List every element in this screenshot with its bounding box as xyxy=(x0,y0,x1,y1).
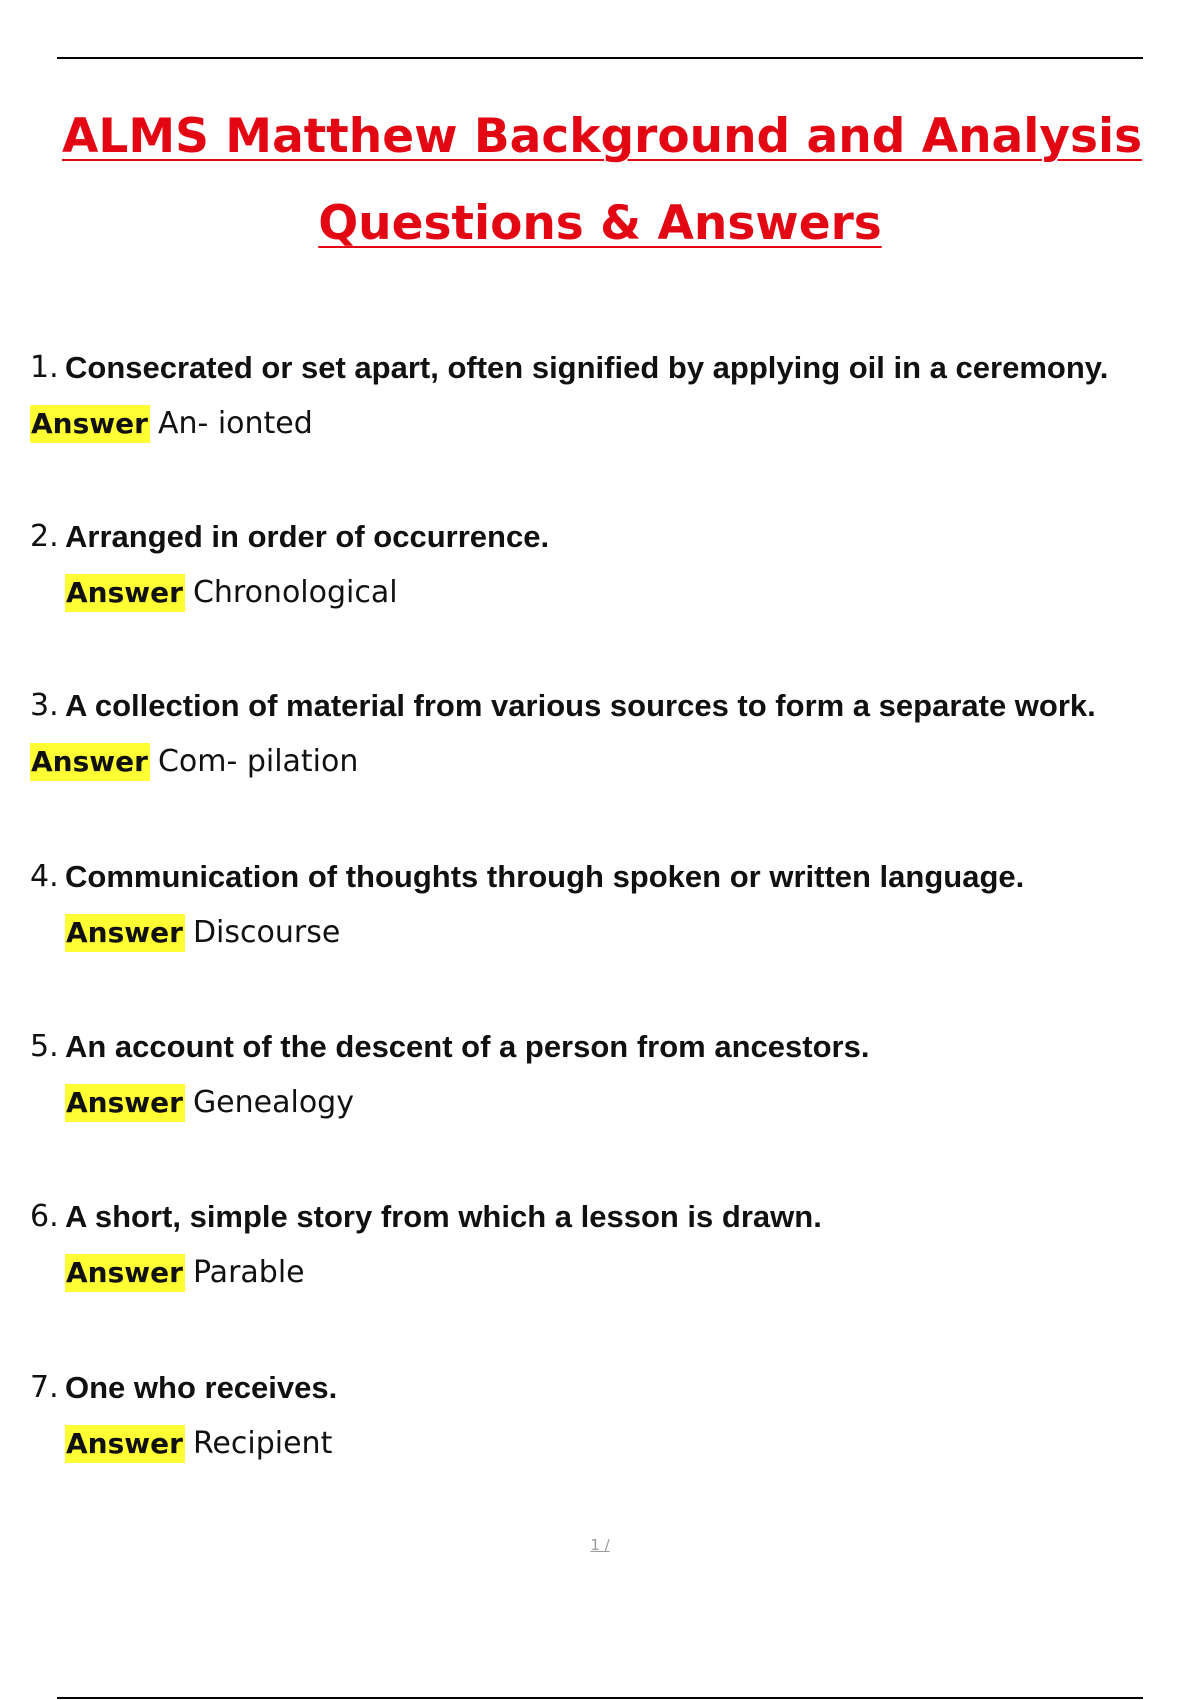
answer-label: Answer xyxy=(65,1084,185,1122)
answer-row xyxy=(30,1424,1180,1464)
question-number: 3. xyxy=(30,688,59,723)
answer-row xyxy=(30,742,1180,782)
document-title-line-1: ALMS Matthew Background and Analysis xyxy=(62,109,1143,164)
qa-item-6 xyxy=(30,1197,1180,1293)
answer-label: Answer xyxy=(65,574,185,612)
question-number: 5. xyxy=(30,1029,59,1064)
question-text: Arranged in order of occurrence. xyxy=(65,519,550,554)
question xyxy=(30,1368,1180,1408)
answer-text: Chronological xyxy=(192,575,398,610)
qa-item-3 xyxy=(30,686,1180,782)
qa-item-2 xyxy=(30,517,1180,613)
question-number: 6. xyxy=(30,1199,59,1234)
answer-label: Answer xyxy=(65,1254,185,1292)
answer-row xyxy=(30,404,1180,444)
qa-item-1 xyxy=(30,348,1180,444)
bottom-rule xyxy=(57,1697,1143,1699)
qa-item-7 xyxy=(30,1368,1180,1464)
question-text: Consecrated or set apart, often signified by applying oil in a ceremony. xyxy=(65,350,1109,385)
question-number: 1. xyxy=(30,350,59,385)
question-number: 7. xyxy=(30,1370,59,1405)
top-rule xyxy=(57,57,1143,59)
question xyxy=(30,348,1180,388)
question-text: Communication of thoughts through spoken or written language. xyxy=(65,859,1025,894)
question-text: One who receives. xyxy=(65,1370,338,1405)
question-number: 2. xyxy=(30,519,59,554)
question xyxy=(30,517,1180,557)
question-number: 4. xyxy=(30,859,59,894)
page-number: 1 / xyxy=(590,1536,610,1554)
answer-row xyxy=(30,1253,1180,1293)
qa-item-5 xyxy=(30,1027,1180,1123)
answer-text: Com- pilation xyxy=(157,744,359,779)
answer-text: An- ionted xyxy=(157,406,313,441)
answer-label: Answer xyxy=(65,1425,185,1463)
document-title-line-2: Questions & Answers xyxy=(318,196,882,251)
answer-label: Answer xyxy=(30,743,150,781)
answer-label: Answer xyxy=(30,405,150,443)
answer-row xyxy=(30,573,1180,613)
answer-text: Genealogy xyxy=(192,1085,354,1120)
answer-label: Answer xyxy=(65,914,185,952)
answer-row xyxy=(30,1083,1180,1123)
question xyxy=(30,1197,1180,1237)
qa-item-4 xyxy=(30,857,1180,953)
answer-row xyxy=(30,913,1180,953)
answer-text: Recipient xyxy=(192,1426,333,1461)
question xyxy=(30,857,1180,897)
question-text: A collection of material from various sources to form a separate work. xyxy=(65,688,1096,723)
answer-text: Discourse xyxy=(192,915,341,950)
question xyxy=(30,1027,1180,1067)
answer-text: Parable xyxy=(192,1255,305,1290)
question-text: An account of the descent of a person from ancestors. xyxy=(65,1029,870,1064)
question-text: A short, simple story from which a lesson is drawn. xyxy=(65,1199,822,1234)
question xyxy=(30,686,1180,726)
